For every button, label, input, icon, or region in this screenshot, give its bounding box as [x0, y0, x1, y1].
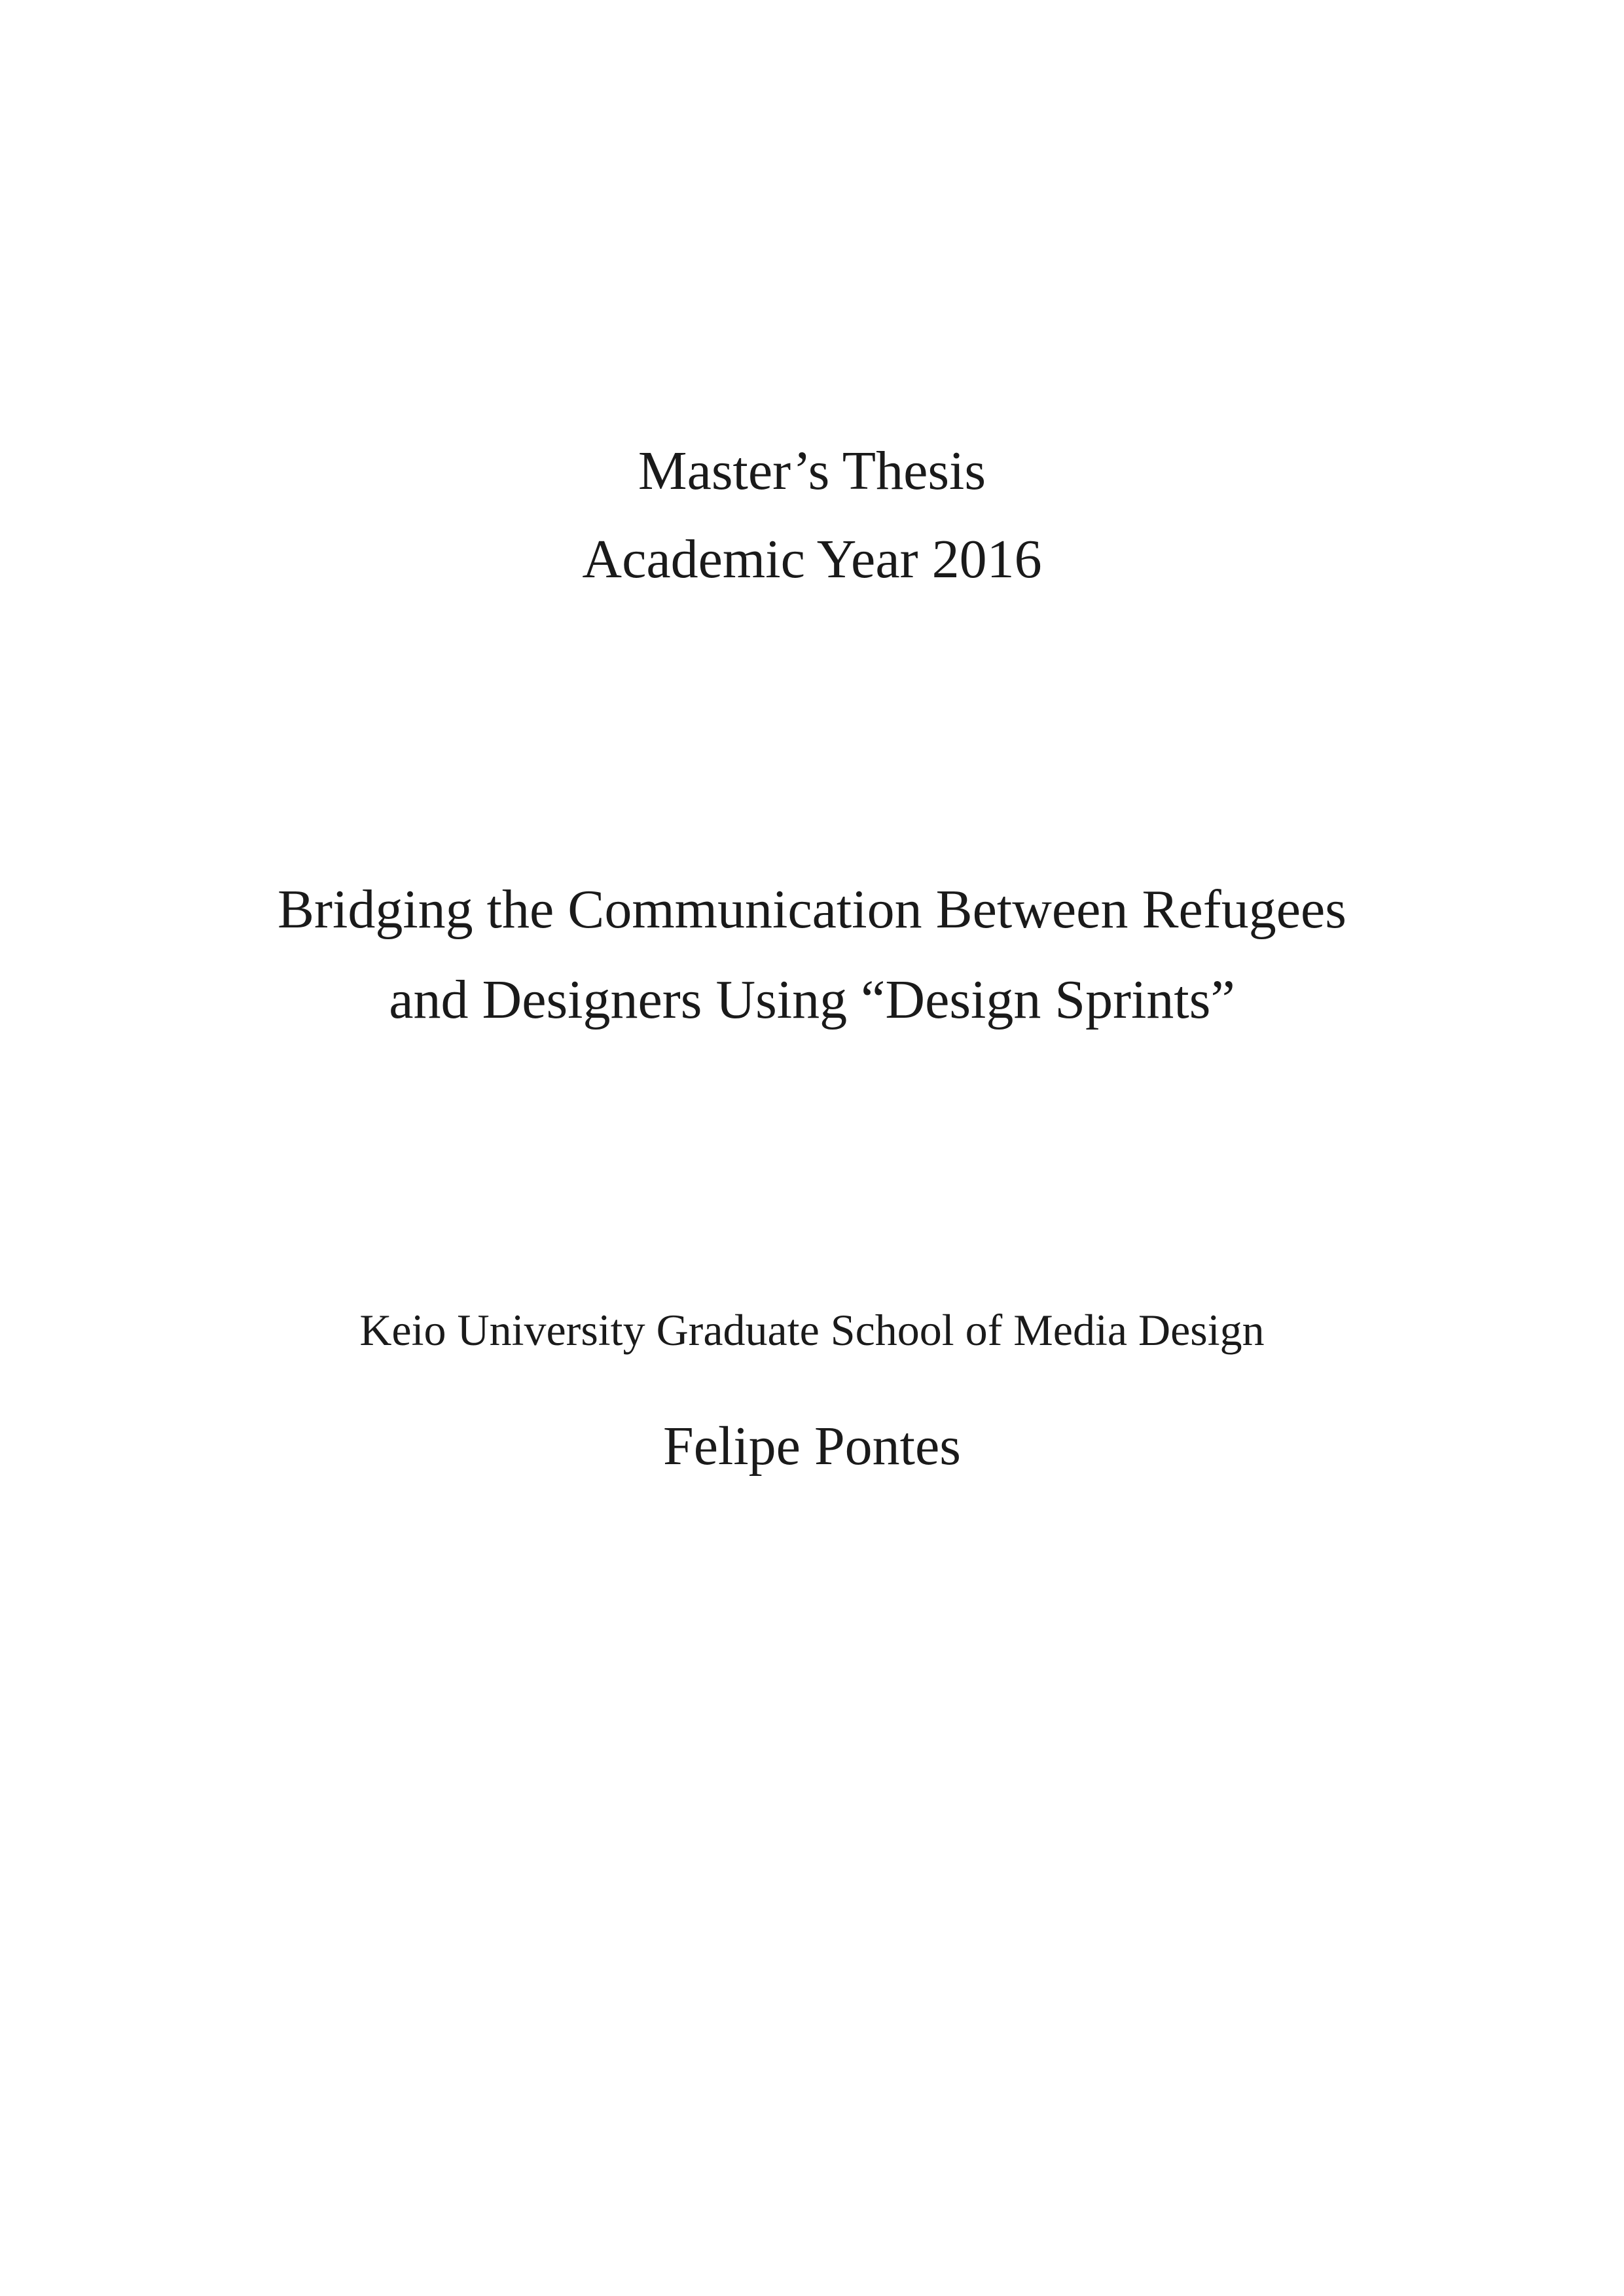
- school-name: Keio University Graduate School of Media Design: [359, 1305, 1265, 1355]
- degree-type: Master’s Thesis: [638, 440, 986, 501]
- thesis-title-line-1: Bridging the Communication Between Refugees: [278, 879, 1346, 940]
- author-name: Felipe Pontes: [663, 1416, 961, 1477]
- thesis-title-line-2: and Designers Using “Design Sprints”: [389, 969, 1235, 1030]
- academic-year: Academic Year 2016: [582, 529, 1042, 590]
